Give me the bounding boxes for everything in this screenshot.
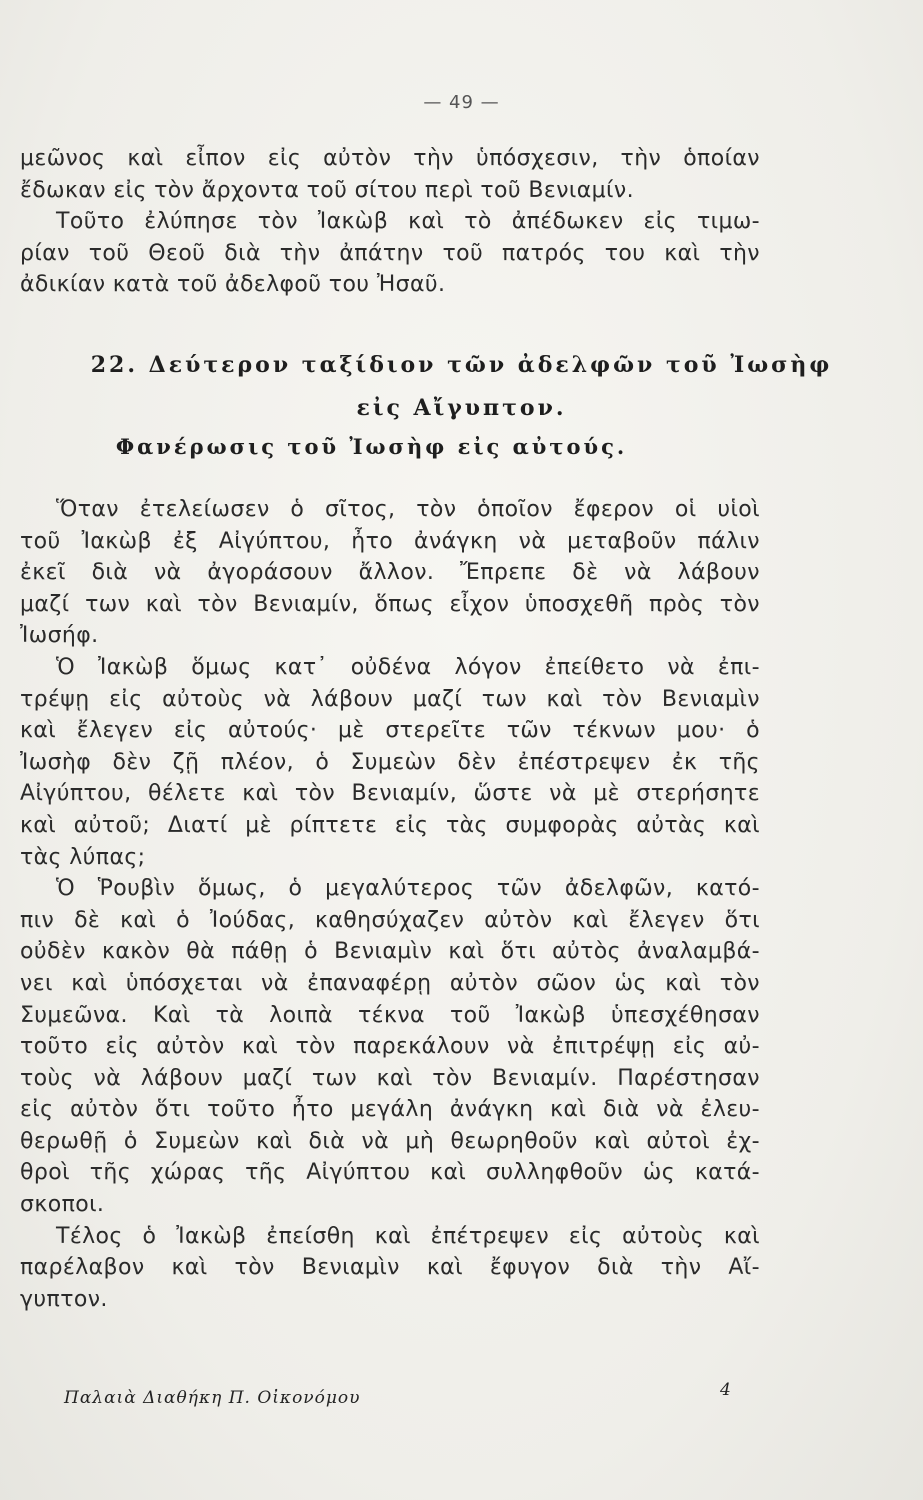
text-line: Ἰωσὴφ δὲν ζῇ πλέον, ὁ Συμεὼν δὲν ἐπέστρεψεν ἐκ τῆς	[20, 749, 760, 775]
text-line: νει καὶ ὑπόσχεται νὰ ἐπαναφέρῃ αὐτὸν σῶον ὡς καὶ τὸν	[20, 970, 760, 996]
text-line: ἐκεῖ διὰ νὰ ἀγοράσουν ἄλλον. Ἔπρεπε δὲ νὰ λάβουν	[20, 560, 760, 586]
text-line: Ὁ Ἰακὼβ ὅμως κατ᾽ οὐδένα λόγον ἐπείθετο νὰ ἐπι-	[56, 654, 760, 680]
text-line: καὶ ἔλεγεν εἰς αὐτούς· μὲ στερεῖτε τῶν τέκνων μου· ὁ	[20, 718, 760, 744]
text-line: ρίαν τοῦ Θεοῦ διὰ τὴν ἀπάτην τοῦ πατρός του καὶ τὴν	[20, 240, 760, 266]
section-subheading: εἰς Αἴγυπτον.	[356, 395, 567, 421]
text-line: οὐδὲν κακὸν θὰ πάθῃ ὁ Βενιαμὶν καὶ ὅτι αὐτὸς ἀναλαμβά-	[20, 939, 760, 965]
text-line: σκοποι.	[20, 1192, 105, 1218]
footer-signature-mark: 4	[720, 1380, 731, 1400]
text-line: τρέψῃ εἰς αὐτοὺς νὰ λάβουν μαζί των καὶ τὸν Βενιαμὶν	[20, 686, 760, 712]
text-line: Τέλος ὁ Ἰακὼβ ἐπείσθη καὶ ἐπέτρεψεν εἰς αὐτοὺς καὶ	[56, 1223, 760, 1249]
page-number: — 49 —	[423, 92, 500, 113]
text-line: Συμεῶνα. Καὶ τὰ λοιπὰ τέκνα τοῦ Ἰακὼβ ὑπεσχέθησαν	[20, 1002, 760, 1028]
section-subtitle: Φανέρωσις τοῦ Ἰωσὴφ εἰς αὐτούς.	[115, 434, 628, 459]
text-line: Ὁ Ῥουβὶν ὅμως, ὁ μεγαλύτερος τῶν ἀδελφῶν, κατό-	[56, 876, 760, 902]
text-line: καὶ αὐτοῦ; Διατί μὲ ρίπτετε εἰς τὰς συμφορὰς αὐτὰς καὶ	[20, 812, 760, 838]
main-text	[20, 494, 760, 1315]
text-line: τὰς λύπας;	[20, 844, 146, 870]
text-line: τοῦ Ἰακὼβ ἐξ Αἰγύπτου, ἦτο ἀνάγκη νὰ μεταβοῦν πάλιν	[20, 528, 760, 554]
footer-book-title: Παλαιὰ Διαθήκη Π. Οἰκονόμου	[64, 1388, 361, 1408]
section-heading: 22. Δεύτερον ταξίδιον τῶν ἀδελφῶν τοῦ Ἰωσὴφ	[90, 352, 833, 378]
text-line: μεῶνος καὶ εἶπον εἰς αὐτὸν τὴν ὑπόσχεσιν, τὴν ὁποίαν	[20, 146, 760, 171]
top-paragraph	[20, 143, 760, 301]
text-line: εἰς αὐτὸν ὅτι τοῦτο ἦτο μεγάλη ἀνάγκη καὶ διὰ νὰ ἐλευ-	[20, 1097, 760, 1123]
text-line: μαζί των καὶ τὸν Βενιαμίν, ὅπως εἶχον ὑποσχεθῆ πρὸς τὸν	[20, 591, 760, 617]
text-line: γυπτον.	[20, 1286, 108, 1312]
text-line: Ὅταν ἐτελείωσεν ὁ σῖτος, τὸν ὁποῖον ἔφερον οἱ υἱοὶ	[56, 497, 760, 522]
text-line: πιν δὲ καὶ ὁ Ἰούδας, καθησύχαζεν αὐτὸν καὶ ἔλεγεν ὅτι	[20, 907, 760, 933]
text-line: παρέλαβον καὶ τὸν Βενιαμὶν καὶ ἔφυγον διὰ τὴν Αἴ-	[20, 1255, 760, 1281]
text-line: θερωθῇ ὁ Συμεὼν καὶ διὰ νὰ μὴ θεωρηθοῦν καὶ αὐτοὶ ἐχ-	[20, 1128, 760, 1154]
text-line: ἔδωκαν εἰς τὸν ἄρχοντα τοῦ σίτου περὶ τοῦ Βενιαμίν.	[20, 177, 634, 203]
text-line: θροὶ τῆς χώρας τῆς Αἰγύπτου καὶ συλληφθοῦν ὡς κατά-	[20, 1160, 760, 1186]
text-line: τοὺς νὰ λάβουν μαζί των καὶ τὸν Βενιαμίν. Παρέστησαν	[20, 1065, 760, 1091]
text-line: Αἰγύπτου, θέλετε καὶ τὸν Βενιαμίν, ὥστε νὰ μὲ στερήσητε	[20, 781, 760, 807]
text-line: ἀδικίαν κατὰ τοῦ ἀδελφοῦ του Ἠσαῦ.	[20, 272, 446, 298]
text-line: τοῦτο εἰς αὐτὸν καὶ τὸν παρεκάλουν νὰ ἐπιτρέψῃ εἰς αὐ-	[20, 1034, 760, 1060]
text-line: Ἰωσήφ.	[20, 623, 99, 649]
text-line: Τοῦτο ἐλύπησε τὸν Ἰακὼβ καὶ τὸ ἀπέδωκεν εἰς τιμω-	[56, 209, 760, 235]
